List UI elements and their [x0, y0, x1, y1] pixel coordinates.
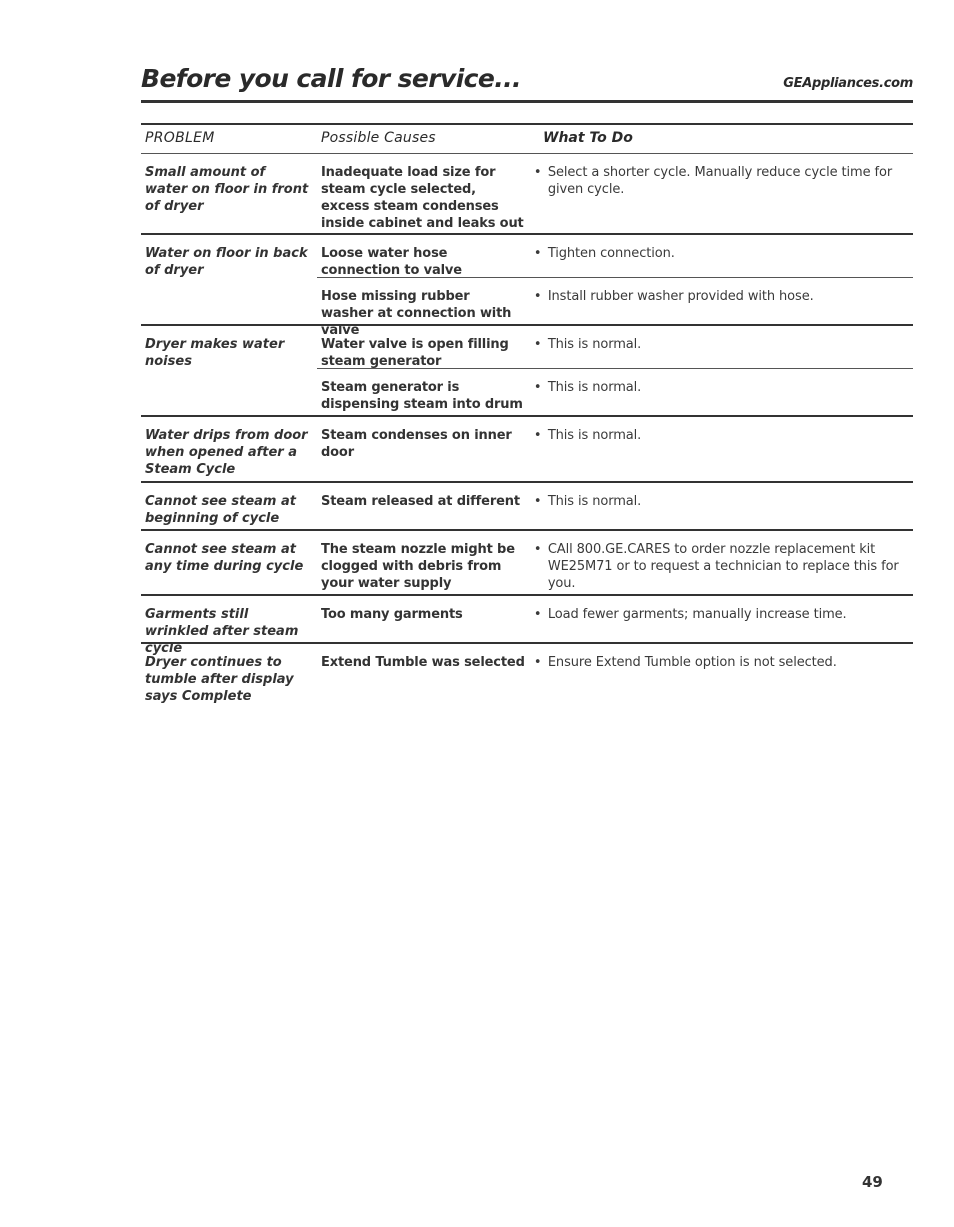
what-to-do-text: Select a shorter cycle. Manually reduce cycle time for given cycle. [547, 165, 893, 197]
problem-label: Cannot see steam at any time during cycle [145, 542, 304, 574]
column-header-causes: Possible Causes [321, 130, 436, 146]
page-title: Before you call for service... [141, 64, 521, 93]
bullet-icon: • [533, 607, 542, 622]
table-row [317, 483, 913, 529]
problem-label: Cannot see steam at beginning of cycle [145, 494, 296, 526]
problem-label: Dryer continues to tumble after display says Complete [145, 655, 294, 704]
column-header-problem: PROBLEM [145, 130, 215, 146]
problem-group [141, 644, 913, 708]
possible-cause: Inadequate load size for steam cycle selected, excess steam condenses inside cabinet and leaks out [321, 165, 524, 231]
possible-cause: Too many garments [321, 607, 463, 622]
possible-cause: Steam generator is dispensing steam into drum [321, 380, 523, 412]
table-row [317, 417, 913, 481]
bullet-icon: • [533, 428, 542, 443]
bullet-icon: • [533, 246, 542, 261]
problem-label: Water on floor in back of dryer [145, 246, 308, 278]
possible-cause: The steam nozzle might be clogged with debris from your water supply [321, 542, 515, 591]
what-to-do-text: Tighten connection. [547, 246, 675, 261]
possible-cause: Steam released at different [321, 494, 520, 509]
bullet-icon: • [533, 380, 542, 395]
what-to-do-text: CAll 800.GE.CARES to order nozzle replacement kit WE25M71 or to request a technician to replace this for you. [547, 542, 899, 591]
what-to-do [532, 369, 913, 415]
page-header [141, 62, 913, 103]
problem-label: Garments still wrinkled after steam cycle [145, 607, 299, 656]
problem-group [141, 417, 913, 483]
what-to-do [532, 235, 913, 277]
troubleshooting-table [141, 123, 913, 708]
table-row [317, 368, 913, 415]
problem-label: Water drips from door when opened after a Steam Cycle [145, 428, 308, 477]
table-row [317, 531, 913, 594]
what-to-do [532, 326, 913, 368]
website-label: GEAppliances.com [783, 76, 913, 91]
what-to-do-text: This is normal. [547, 337, 642, 352]
possible-cause: Water valve is open filling steam generator [321, 337, 509, 369]
bullet-icon: • [533, 289, 542, 304]
what-to-do-text: Ensure Extend Tumble option is not selected. [547, 655, 837, 670]
table-row [317, 235, 913, 277]
problem-group [141, 326, 913, 417]
table-row [317, 277, 913, 338]
bullet-icon: • [533, 337, 542, 352]
what-to-do-text: This is normal. [547, 428, 642, 443]
table-row [317, 596, 913, 642]
table-header [141, 125, 913, 154]
column-header-what-to-do: What To Do [543, 130, 633, 146]
table-row [317, 644, 913, 708]
possible-cause: Hose missing rubber washer at connection with valve [321, 289, 512, 338]
what-to-do [532, 531, 913, 594]
problem-group [141, 596, 913, 656]
what-to-do [532, 278, 913, 324]
what-to-do [532, 417, 913, 481]
what-to-do-text: Load fewer garments; manually increase time. [547, 607, 847, 622]
table-row [317, 154, 913, 233]
possible-cause: Loose water hose connection to valve [321, 246, 462, 278]
problem-group [141, 483, 913, 531]
what-to-do [532, 483, 913, 529]
what-to-do [532, 644, 913, 708]
what-to-do [532, 154, 913, 233]
table-row [317, 326, 913, 368]
problem-label: Dryer makes water noises [145, 337, 285, 369]
what-to-do-text: This is normal. [547, 380, 642, 395]
problem-group [141, 531, 913, 596]
what-to-do-text: Install rubber washer provided with hose. [547, 289, 814, 304]
possible-cause: Extend Tumble was selected [321, 655, 525, 670]
bullet-icon: • [533, 494, 542, 509]
page-number: 49 [862, 1173, 883, 1191]
bullet-icon: • [533, 655, 542, 670]
problem-label: Small amount of water on floor in front of dryer [145, 165, 309, 214]
possible-cause: Steam condenses on inner door [321, 428, 512, 460]
problem-group [141, 235, 913, 338]
bullet-icon: • [533, 542, 542, 557]
what-to-do [532, 596, 913, 642]
problem-group [141, 154, 913, 235]
what-to-do-text: This is normal. [547, 494, 642, 509]
bullet-icon: • [533, 165, 542, 180]
